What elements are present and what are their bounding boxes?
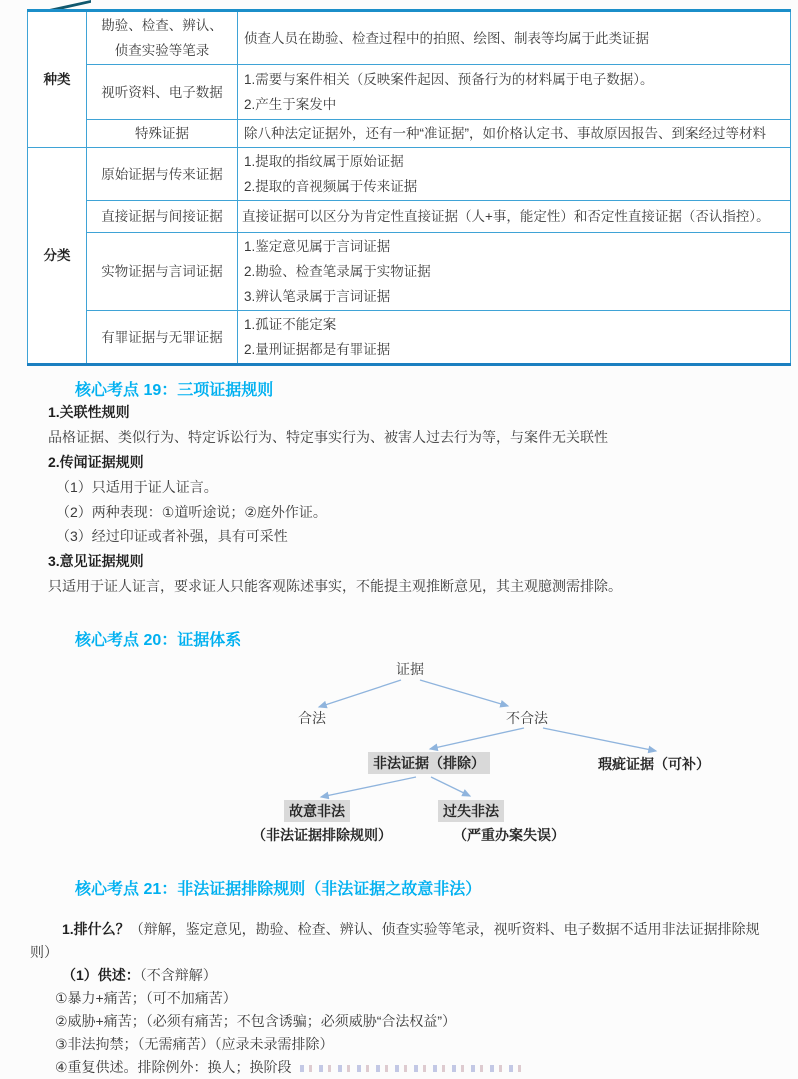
kp19-body <box>48 400 768 598</box>
kp21-subheading-lead: （1）供述： <box>62 967 140 983</box>
kp19-rule2-title: 2.传闻证据规则 <box>48 453 144 470</box>
description-line: 除八种法定证据外，还有一种“准证据”，如价格认定书、事故原因报告、到案经过等材料 <box>244 126 766 141</box>
table-row <box>28 311 791 365</box>
kp19-heading: 核心考点 19：三项证据规则 <box>75 382 274 399</box>
note-serious-error: （严重办案失误） <box>453 827 565 843</box>
kp21-subheading <box>30 964 775 987</box>
category-line: 勘验、检查、辨认、 <box>101 18 223 33</box>
node-illegal: 不合法 <box>506 710 548 726</box>
kp19-rule1-text: 品格证据、类似行为、特定诉讼行为、特定事实行为、被害人过去行为等，与案件无关联性 <box>48 429 608 446</box>
description-line: 1.孤证不能定案 <box>244 317 337 332</box>
category-line: 原始证据与传来证据 <box>101 166 223 182</box>
kp21-paragraph <box>30 918 775 964</box>
node-flawed-evidence: 瑕疵证据（可补） <box>598 756 710 772</box>
kp21-item-4-text: ④重复供述。排除例外：换人；换阶段 <box>55 1059 292 1075</box>
description-line: 1.需要与案件相关（反映案件起因、预备行为的材料属于电子数据）。 <box>244 72 654 87</box>
kp21-body <box>30 918 775 1079</box>
kp21-subheading-rest: （不含辩解） <box>139 967 217 983</box>
description-line: 1.鉴定意见属于言词证据 <box>244 239 391 254</box>
description-line: 2.提取的音视频属于传来证据 <box>244 179 418 194</box>
category-line: 实物证据与言词证据 <box>101 264 223 279</box>
kp21-paragraph-rest: （辩解，鉴定意见，勘验、检查、辨认、侦查实验等笔录，视听资料、电子数据不适用非法证据排除规则） <box>30 921 760 960</box>
category-cell <box>87 311 238 365</box>
table-row <box>28 65 791 120</box>
description-line: 2.量刑证据都是有罪证据 <box>244 342 391 357</box>
description-line: 2.勘验、检查笔录属于实物证据 <box>244 264 431 279</box>
category-line: 有罪证据与无罪证据 <box>101 329 223 345</box>
description-cell <box>238 120 791 148</box>
kp21-heading: 核心考点 21：非法证据排除规则（非法证据之故意非法） <box>75 881 482 898</box>
kp21-item-4 <box>30 1056 775 1079</box>
kp19-rule2-point2: （2）两种表现：①道听途说；②庭外作证。 <box>56 503 327 520</box>
section-label-classification: 分类 <box>28 148 87 365</box>
category-cell <box>87 120 238 148</box>
category-cell <box>87 11 238 65</box>
category-line: 特殊证据 <box>135 126 189 141</box>
note-exclusion-rule: （非法证据排除规则） <box>252 827 392 843</box>
category-cell <box>87 148 238 201</box>
description-cell <box>238 148 791 201</box>
category-cell <box>87 233 238 311</box>
node-legal: 合法 <box>298 710 326 726</box>
description-cell <box>238 11 791 65</box>
table-row <box>28 11 791 65</box>
kp19-rule3-text: 只适用于证人证言，要求证人只能客观陈述事实，不能提主观推断意见，其主观臆测需排除。 <box>48 577 622 594</box>
description-cell <box>238 233 791 311</box>
table-row <box>28 120 791 148</box>
category-cell <box>87 65 238 120</box>
description-line: 1.提取的指纹属于原始证据 <box>244 154 404 169</box>
table-row <box>28 201 791 233</box>
node-intentional-illegal: 故意非法 <box>284 800 350 822</box>
kp21-item-2: ②威胁+痛苦；（必须有痛苦；不包含诱骗；必须威胁“合法权益”） <box>55 1013 457 1029</box>
category-line: 视听资料、电子数据 <box>101 84 223 100</box>
node-evidence: 证据 <box>396 661 424 677</box>
kp19-rule1-title: 1.关联性规则 <box>48 404 130 421</box>
description-cell <box>238 201 791 233</box>
kp20-heading: 核心考点 20：证据体系 <box>75 632 242 649</box>
description-cell <box>238 311 791 365</box>
clipped-next-line-fragment <box>300 1065 525 1072</box>
table-row <box>28 233 791 311</box>
kp19-rule3-title: 3.意见证据规则 <box>48 553 144 570</box>
kp19-rule2-point3: （3）经过印证或者补强，具有可采性 <box>56 528 288 545</box>
category-cell <box>87 201 238 233</box>
evidence-table <box>27 9 791 366</box>
description-line: 直接证据可以区分为肯定性直接证据（人+事，能定性）和否定性直接证据（否认指控）。 <box>242 209 770 224</box>
category-line: 侦查实验等笔录 <box>114 43 210 58</box>
category-line: 直接证据与间接证据 <box>101 209 223 224</box>
node-negligent-illegal: 过失非法 <box>438 800 504 822</box>
description-line: 2.产生于案发中 <box>244 97 337 112</box>
kp21-item-3: ③非法拘禁；（无需痛苦）（应录未录需排除） <box>55 1036 334 1052</box>
node-illegal-evidence-excluded: 非法证据（排除） <box>368 752 490 774</box>
table-row <box>28 148 791 201</box>
section-label-types: 种类 <box>28 11 87 148</box>
description-line: 侦查人员在勘验、检查过程中的拍照、绘图、制表等均属于此类证据 <box>244 30 649 46</box>
kp21-paragraph-lead: 1.排什么？ <box>62 921 130 937</box>
description-cell <box>238 65 791 120</box>
kp21-item-1: ①暴力+痛苦；（可不加痛苦） <box>55 990 237 1006</box>
description-line: 3.辨认笔录属于言词证据 <box>244 289 391 304</box>
kp19-rule2-point1: （1）只适用于证人证言。 <box>56 478 218 495</box>
